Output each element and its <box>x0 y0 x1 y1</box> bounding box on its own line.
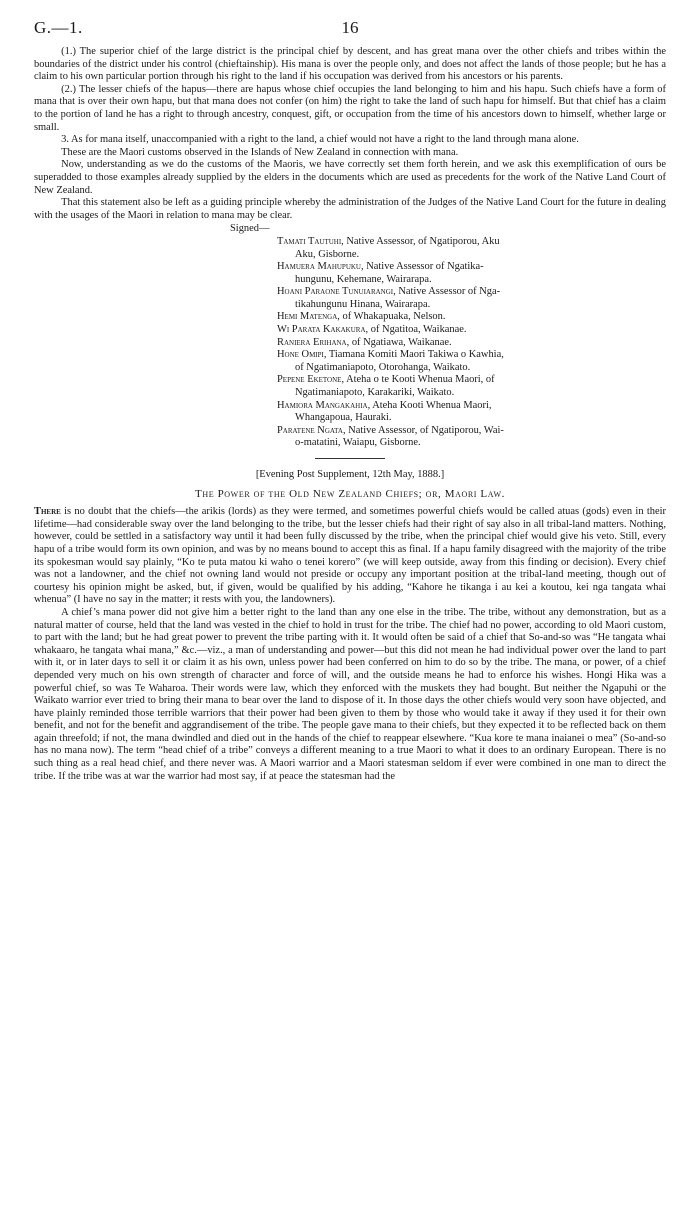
signatory-detail: , Native Assessor, of Ngatiporou, Wai- <box>342 424 504 436</box>
signatory-name: Hamuera Mahupuku <box>277 261 361 273</box>
signatory-detail-continued: o-matatini, Waiapu, Gisborne. <box>295 437 421 449</box>
signatory-name: Raniera Erihana <box>277 336 347 348</box>
signatory-name: Hamiora Mangakahia <box>277 399 368 411</box>
paragraph-6: That this statement also be left as a guiding principle whereby the administration of the Judges of the Native Land Court for the future in dealing with the usages of the Maori in relation to mana may be clear. <box>34 197 666 221</box>
signatory-name: Tamati Tautuhi <box>277 235 342 247</box>
signatory-detail: , Native Assessor of Nga- <box>393 286 501 298</box>
article-drop-word: There <box>34 506 61 518</box>
signatory-detail: , of Ngatitoa, Waikanae. <box>365 324 467 336</box>
signatory-name: Hone Omipi <box>277 349 324 361</box>
signatory-detail: , of Whakapuaka, Nelson. <box>337 311 446 323</box>
signatory-name: Pepene Eketone <box>277 374 342 386</box>
article-title: The Power of the Old New Zealand Chiefs; or, Maori Law. <box>195 487 505 500</box>
document-code: G.—1. <box>34 18 83 37</box>
paragraph-3: 3. As for mana itself, unaccompanied with a right to the land, a chief would not have a right to the land through mana alone. <box>61 134 579 146</box>
signatory-entry <box>34 374 666 399</box>
signatory-entry <box>34 425 666 450</box>
signatory-detail-continued: of Ngatimaniapoto, Otorohanga, Waikato. <box>295 361 471 373</box>
signatory-name: Wi Parata Kakakura <box>277 324 366 336</box>
paragraph-2: (2.) The lesser chiefs of the hapus—there are hapus whose chief occupies the land belonging to him and his hapu. Such chiefs have a form of mana that is over their own hapu, but that mana does not confer (on him) the right to take the land of such hapu for himself. But that chief has a claim to the portion of land he has a right to through ancestry, conquest, gift, or occupation from the time of his ancestors down to himself, whether large or small. <box>34 83 666 133</box>
signatory-entry <box>34 311 666 324</box>
signatory-name: Hoani Paraone Tunuiarangi <box>277 286 394 298</box>
page-header <box>34 18 666 42</box>
article-paragraph-1-text: is no doubt that the chiefs—the arikis (lords) as they were termed, and sometimes powerful chiefs would be called atuas (gods) even in their lifetime—had considerable sway over the land belonging to the tribe, but the lesser chiefs had their right of say also in all tribal-land matters. Nothing, however, could be settled in a satisfactory way until it had been fully discussed by the tribe, when the principal chief would give his veto. Still, every hapu of a tribe would form its own opinion, and was by no means bound to accept this as final. If a hapu family disagreed with the majority of the tribe its spokesman would say plainly, “Ko te puta matou ki waho o tenei korero” (we will keep outside, away from this finding or decision). Every chief was not a landowner, and the chief not owning land would not preside or occupy any important position at the tribal-land meeting, though out of courtesy his opinion might be asked, but, if given, would be qualified by his adding, “Kahore he tikanga i au kei a koutou, kei nga tangata whai whenua” (I have no say in the matter; it rests with you, the landowners). <box>34 506 666 606</box>
signatory-entry <box>34 349 666 374</box>
signatory-entry <box>34 286 666 311</box>
signatory-detail-continued: Aku, Gisborne. <box>295 248 360 260</box>
section-divider <box>315 458 385 459</box>
signatory-detail: , Native Assessor of Ngatika- <box>361 261 484 273</box>
signatory-detail: , of Ngatiawa, Waikanae. <box>346 336 452 348</box>
signatory-detail-continued: hungunu, Kehemane, Wairarapa. <box>295 273 432 285</box>
page-number: 16 <box>341 18 359 37</box>
signatory-entry <box>34 324 666 337</box>
signatory-detail-continued: tikahungunu Hinana, Wairarapa. <box>295 298 431 310</box>
paragraph-5: Now, understanding as we do the customs of the Maoris, we have correctly set them forth herein, and we ask this exemplification of ours be superadded to those examples already supplied by the elders in the documents which are used as precedents for the work of the Native Land Court of New Zealand. <box>34 159 666 196</box>
signatory-entry <box>34 337 666 350</box>
signatory-entry <box>34 236 666 261</box>
signatory-entry <box>34 400 666 425</box>
signatory-list <box>34 236 666 450</box>
paragraph-1: (1.) The superior chief of the large district is the principal chief by descent, and has great mana over the other chiefs and tribes within the boundaries of the district under his control (chieftainship). His mana is over the people only, and does not affect the lands of those people; but he has a claim to his own particular portion through his right to the land if his occupation was derived from his ancestors or his parents. <box>34 46 666 83</box>
signatory-detail-continued: Ngatimaniapoto, Karakariki, Waikato. <box>295 387 455 399</box>
signatory-detail: , Native Assessor, of Ngatiporou, Aku <box>341 235 500 247</box>
document-body <box>34 46 666 783</box>
signed-label: Signed— <box>230 223 270 235</box>
source-citation: [Evening Post Supplement, 12th May, 1888.] <box>255 469 445 480</box>
signatory-detail: , Tiamana Komiti Maori Takiwa o Kawhia, <box>323 349 504 361</box>
article-paragraph-1 <box>34 506 666 607</box>
signatory-name: Paratene Ngata <box>277 424 343 436</box>
article-paragraph-2: A chief’s mana power did not give him a better right to the land than any one else in the tribe. The tribe, without any demonstration, but as a natural matter of course, held that the land was vested in the chief to hold in trust for the tribe. The chief had no power, according to old Maori custom, to part with the land; but he had great power to prevent the tribe parting with it. It would often be said of a chief that So-and-so was “He tangata whai whakaaro, he tangata whai mana,” &c.—viz., a man of understanding and power—but this did not mean he had individual power over the land to part with it, or in later days to sell it or claim it as his own, unless power had been conferred on him to do so by the tribe. The mana, or power, of a chief depended very much on his own strength of character and force of will, and the outside means he had to enforce his wishes. Hongi Hika was a powerful chief, so was Te Waharoa. Their words were law, which they enforced with the muskets they had bought. But neither the Ngapuhi or the Waikato warrior ever tried to bring their mana to bear over the land to dispose of it. In those days the other chiefs would very soon have objected, and have plainly reminded those terrible warriors that their power had been given to them by those who would take it away if they used it for their own benefit, and not for the benefit and aggrandisement of the tribe. The people gave mana to their chiefs, but they expected it to be reflected back on them again threefold; if not, the mana dwindled and died out in the hands of the chief to reappear elsewhere. “Kua kore te mana inaianei o mea” (So-and-so has no mana now). The term “head chief of a tribe” conveys a different meaning to a true Maori to what it does to an ordinary European. There is no such thing as a real head chief, and there never was. A Maori warrior and a Maori statesman seldom if ever were combined in one man to direct the tribe. If the tribe was at war the warrior had most say, if at peace the statesman had the <box>34 606 666 782</box>
signatory-detail: , Ateha o te Kooti Whenua Maori, of <box>341 374 495 386</box>
signatures-block <box>34 223 666 450</box>
signatory-detail: , Ateha Kooti Whenua Maori, <box>367 399 492 411</box>
paragraph-4: These are the Maori customs observed in the Islands of New Zealand in connection with mana. <box>61 146 459 158</box>
signatory-name: Hemi Matenga <box>277 311 338 323</box>
signatory-detail-continued: Whangapoua, Hauraki. <box>295 412 392 424</box>
signatory-entry <box>34 261 666 286</box>
